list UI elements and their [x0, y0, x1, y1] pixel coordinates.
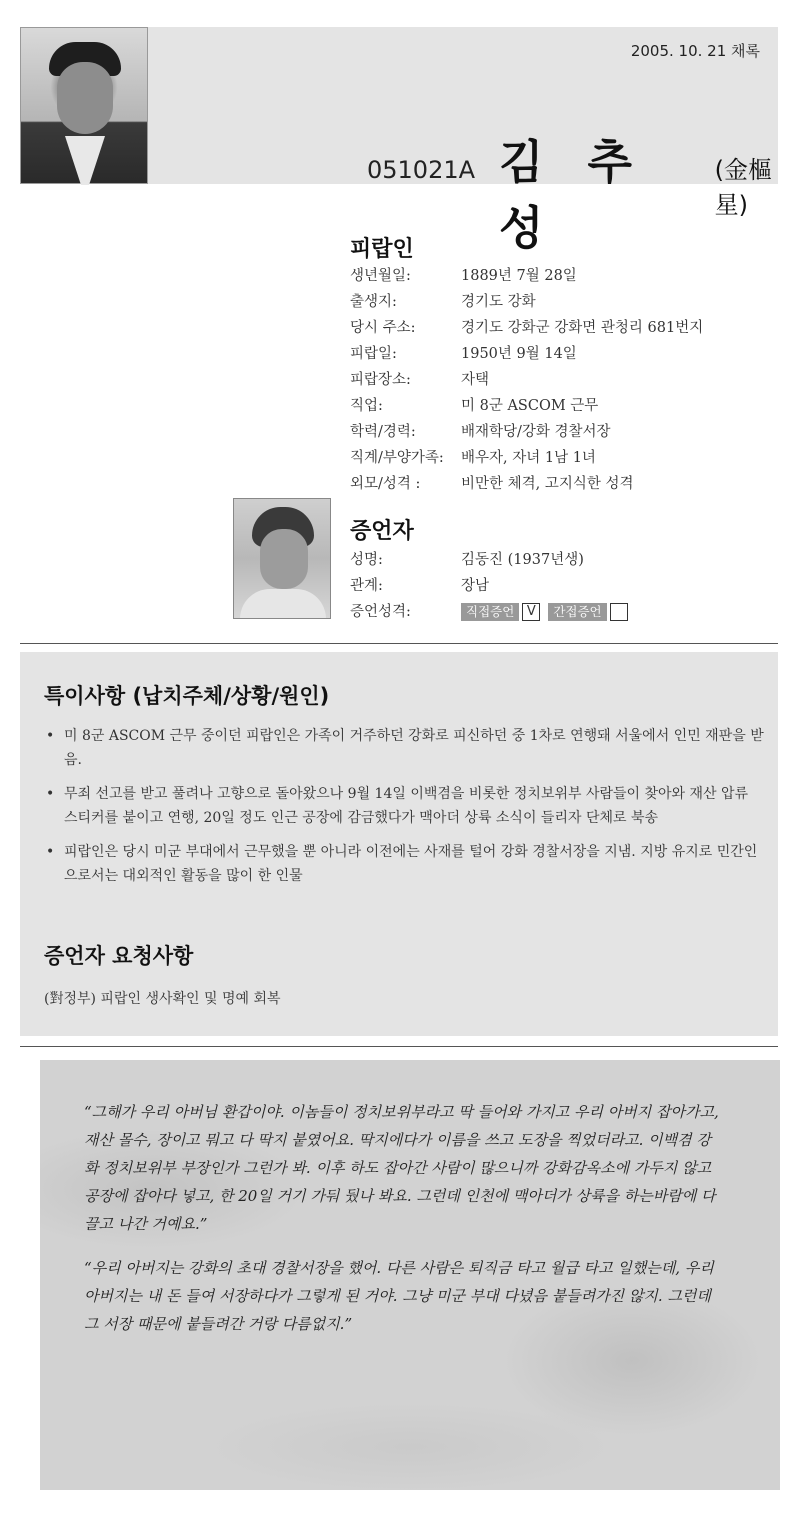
info-value: 배재학당/강화 경찰서장 — [461, 424, 611, 440]
info-value: 장남 — [461, 578, 490, 594]
info-label: 증언성격: — [350, 604, 411, 620]
info-row — [350, 445, 770, 471]
portrait-collar — [65, 136, 105, 185]
info-value: 1889년 7월 28일 — [461, 268, 577, 284]
info-value: 비만한 체격, 고지식한 성격 — [461, 476, 634, 492]
info-row — [350, 419, 770, 445]
info-row — [350, 263, 770, 289]
special-notes-title: 특이사항 (납치주체/상황/원인) — [44, 684, 330, 708]
list-item: • 무죄 선고를 받고 풀려나 고향으로 돌아왔으나 9월 14일 이백겸을 비롯한 정치보위부 사람들이 찾아와 재산 압류 스티커를 붙이고 연행, 20일 정도 인근 공장에 감금했다가 맥아더 상륙 소식이 들리자 단체로 북송 — [46, 782, 764, 830]
info-label: 직계/부양가족: — [350, 450, 444, 466]
info-row — [350, 289, 770, 315]
witness-info-list — [350, 547, 770, 625]
witness-photo-shirt — [240, 589, 326, 619]
indirect-testimony-checkbox[interactable] — [610, 603, 628, 621]
direct-testimony-tag: 직접증언 — [461, 603, 519, 621]
info-row — [350, 341, 770, 367]
portrait-face — [57, 62, 113, 134]
witness-section-title: 증언자 — [350, 519, 414, 544]
info-label: 관계: — [350, 578, 383, 594]
abductee-info-list — [350, 263, 770, 497]
info-row — [350, 471, 770, 497]
testimony-type — [461, 599, 770, 625]
info-label: 피랍일: — [350, 346, 397, 362]
indirect-testimony-tag: 간접증언 — [548, 603, 606, 621]
record-date: 2005. 10. 21 채록 — [630, 42, 760, 60]
abductee-name: 김 추 성 — [499, 135, 646, 255]
info-label: 생년월일: — [350, 268, 411, 284]
info-label: 출생지: — [350, 294, 397, 310]
section-divider — [20, 1046, 778, 1047]
witness-photo — [233, 498, 331, 619]
info-label: 직업: — [350, 398, 383, 414]
section-divider — [20, 643, 778, 644]
info-value: 1950년 9월 14일 — [461, 346, 577, 362]
testimony-quote: “우리 아버지는 강화의 초대 경찰서장을 했어. 다른 사람은 퇴직금 타고 월급 타고 일했는데, 우리 아버지는 내 돈 들여 서장하다가 그렇게 된 거야. 그냥 미군 부대 다녔음 붙들려가진 않지. 그런데 그 서장 때문에 붙들려간 거랑 다름없지.” — [84, 1259, 714, 1333]
info-row — [350, 573, 770, 599]
info-value: 김동진 (1937년생) — [461, 552, 584, 568]
info-row — [350, 367, 770, 393]
info-label: 피랍장소: — [350, 372, 411, 388]
direct-testimony-checkbox[interactable]: V — [522, 603, 540, 621]
abductee-portrait-photo — [20, 27, 148, 184]
info-value: 미 8군 ASCOM 근무 — [461, 398, 599, 414]
abductee-name-hanja: (金樞星) — [714, 156, 772, 219]
info-row — [350, 315, 770, 341]
special-notes-list — [46, 724, 764, 898]
info-label: 당시 주소: — [350, 320, 416, 336]
list-item: • 피랍인은 당시 미군 부대에서 근무했을 뿐 아니라 이전에는 사재를 털어 강화 경찰서장을 지냄. 지방 유지로 민간인으로서는 대외적인 활동을 많이 한 인물 — [46, 840, 764, 888]
witness-request-title: 증언자 요청사항 — [44, 944, 194, 968]
abductee-section-title: 피랍인 — [350, 237, 414, 262]
info-row — [350, 393, 770, 419]
info-value: 경기도 강화 — [461, 294, 536, 310]
testimony-quote: “그해가 우리 아버님 환갑이야. 이놈들이 정치보위부라고 딱 들어와 가지고 우리 아버지 잡아가고, 재산 몰수, 장이고 뭐고 다 딱지 붙였어요. 딱지에다가 이름을 쓰고 도장을 찍었더라고. 이백겸 강화 정치보위부 부장인가 그런가 봐. 이후 하도 잡아간 사람이 많으니까 강화감옥소에 가두지 않고 공장에 잡아다 넣고, 한 20일 거기 가둬 뒀나 봐요. 그런데 인천에 맥아더가 상륙을 하는바람에 다 끌고 나간 거예요.” — [84, 1103, 719, 1233]
info-label: 성명: — [350, 552, 383, 568]
info-value: 자택 — [461, 372, 490, 388]
title-row — [367, 126, 800, 258]
list-item: • 미 8군 ASCOM 근무 중이던 피랍인은 가족이 거주하던 강화로 피신하던 중 1차로 연행돼 서울에서 인민 재판을 받음. — [46, 724, 764, 772]
info-label: 외모/성격 : — [350, 476, 421, 492]
record-code: 051021A — [367, 156, 476, 184]
info-value: 경기도 강화군 강화면 관청리 681번지 — [461, 320, 704, 336]
info-row — [350, 547, 770, 573]
witness-photo-face — [260, 529, 308, 589]
witness-request-text: (對정부) 피랍인 생사확인 및 명예 회복 — [44, 991, 281, 1007]
info-value: 배우자, 자녀 1남 1녀 — [461, 450, 596, 466]
info-label: 학력/경력: — [350, 424, 416, 440]
special-notes-panel — [20, 652, 778, 1036]
info-row — [350, 599, 770, 625]
